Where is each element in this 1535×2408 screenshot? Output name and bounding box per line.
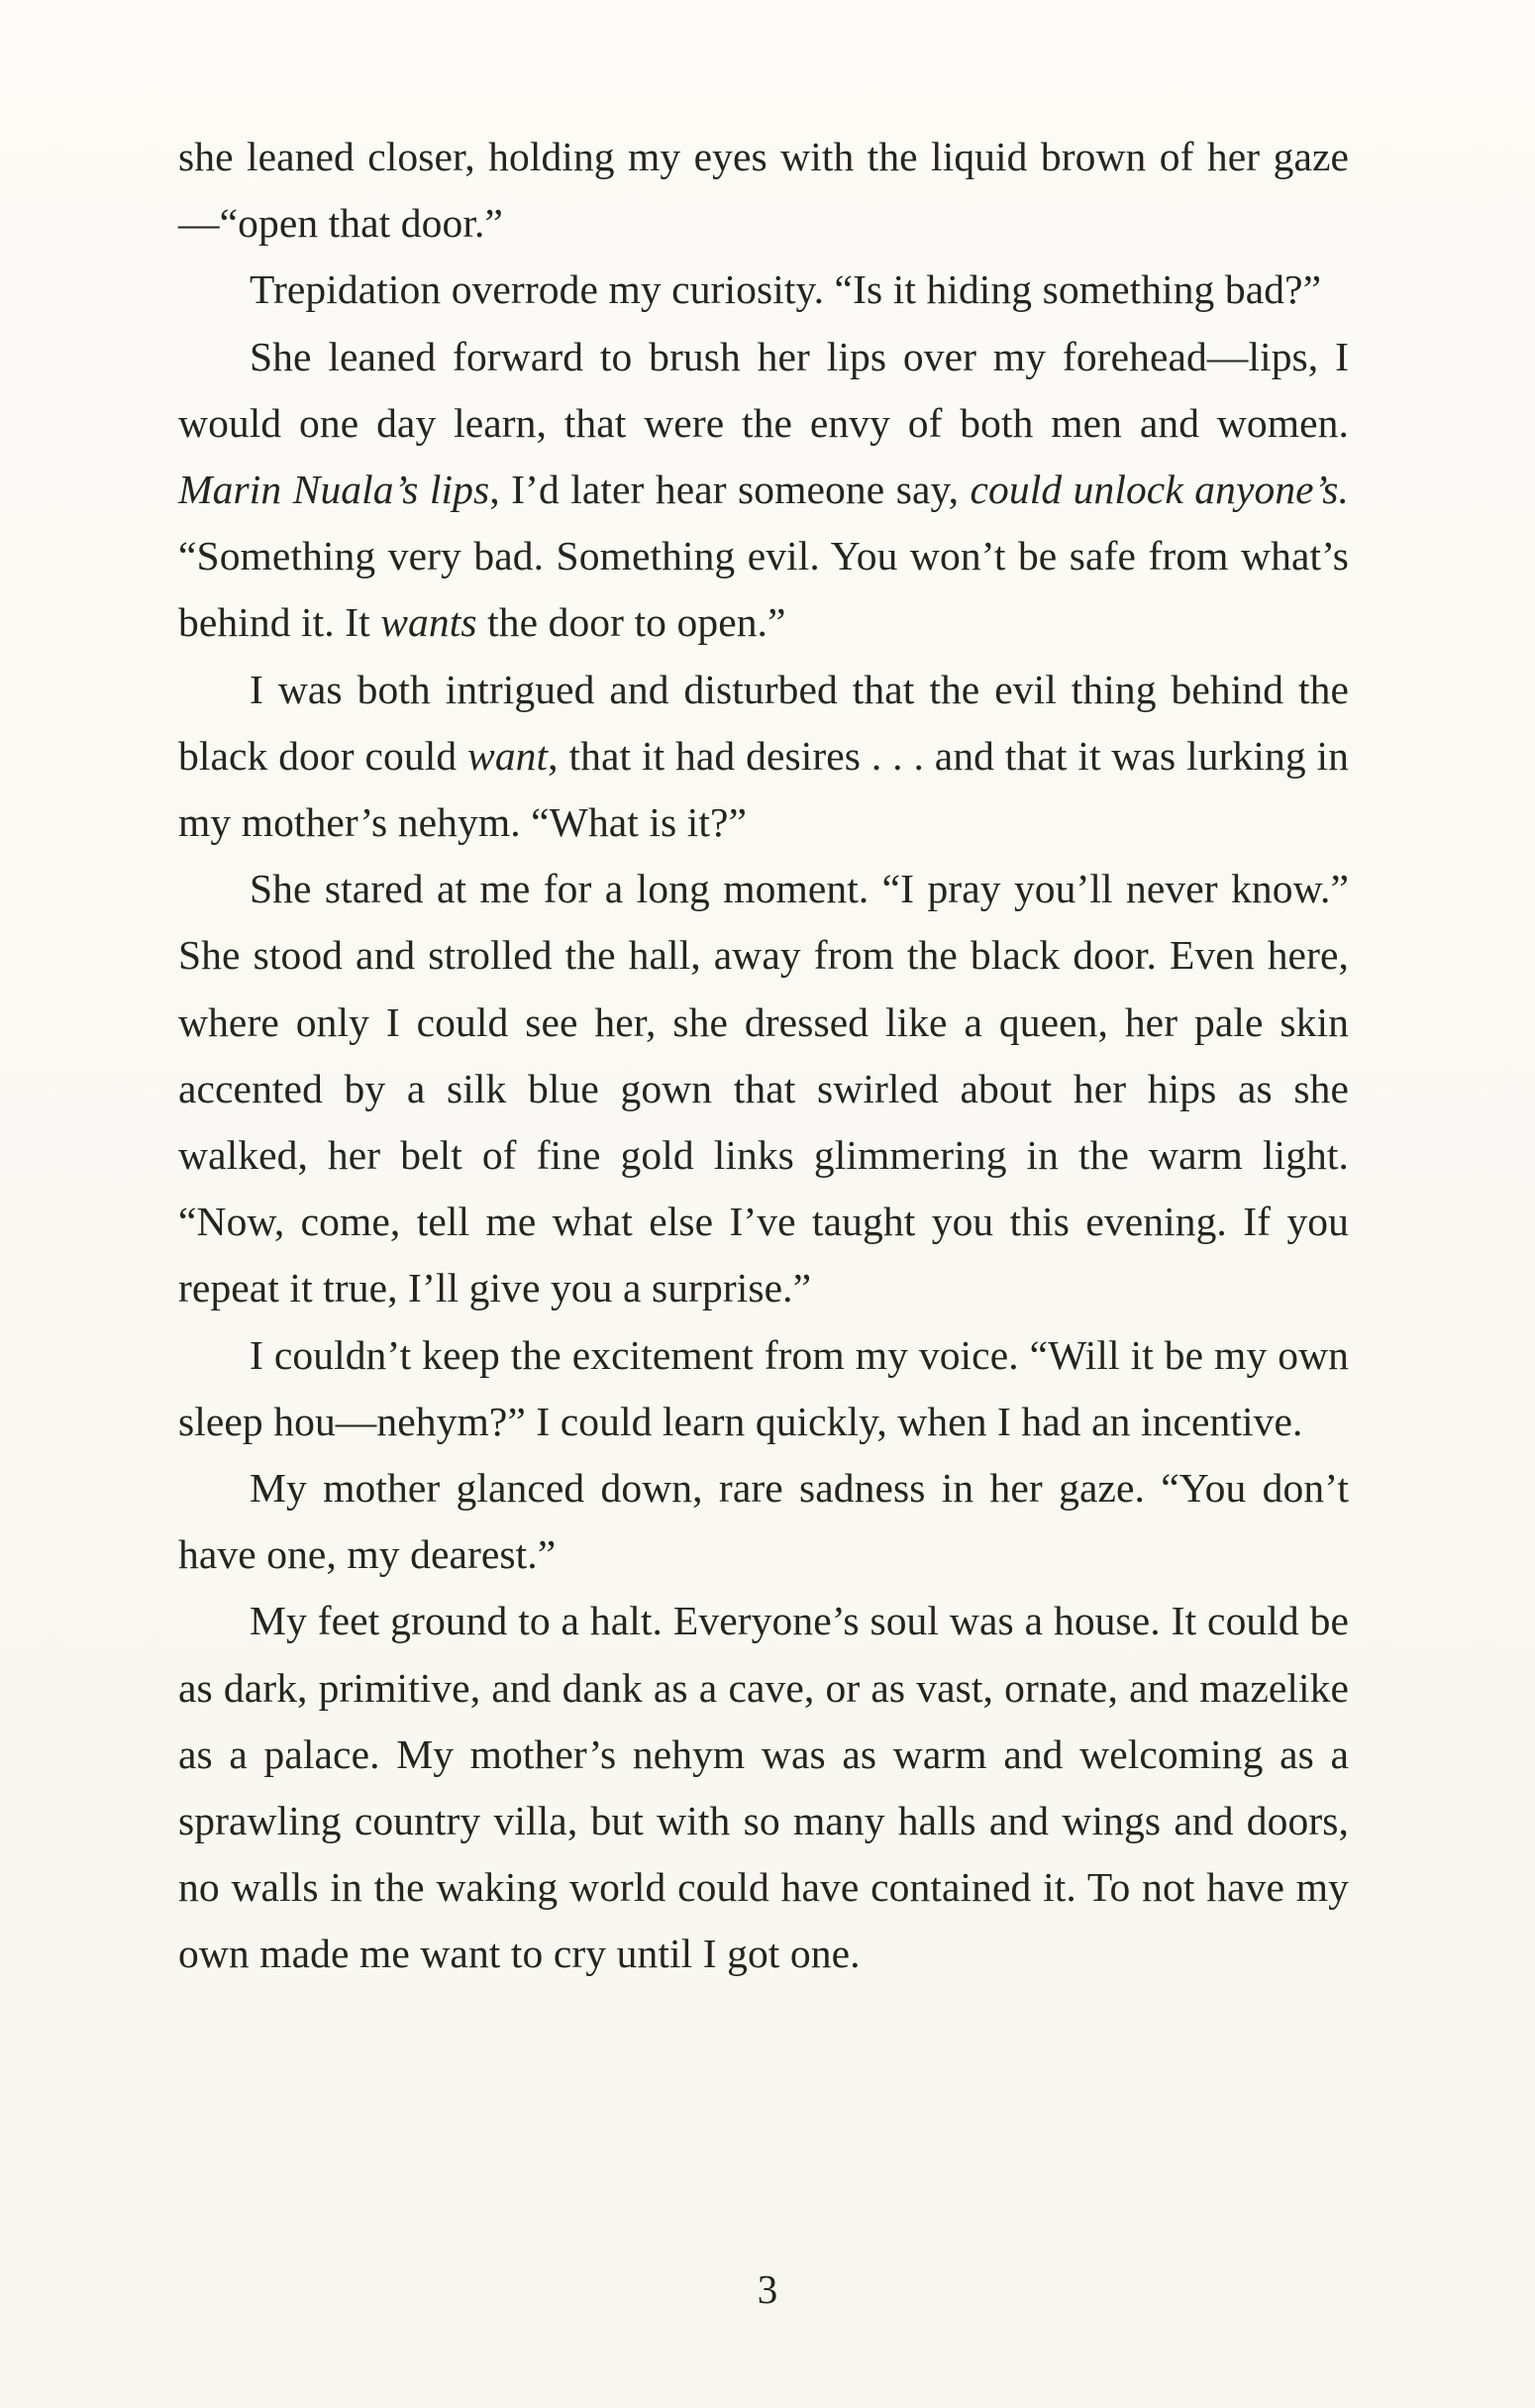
body-text — [178, 124, 1349, 1988]
text-segment: I couldn’t keep the excitement from my voice. “Will it be my own sleep hou—nehym?” I could learn quickly, when I had an incentive. — [178, 1331, 1349, 1444]
paragraph — [178, 1588, 1349, 1987]
text-segment: the door to open.” — [476, 599, 786, 646]
text-segment: she leaned closer, holding my eyes with the liquid brown of her gaze—“open that door.” — [178, 134, 1349, 247]
text-segment: “Something very bad. Something evil. You won’t be safe from what’s behind it. It — [178, 533, 1349, 646]
italic-text-segment: Marin Nuala’s lips — [178, 467, 490, 513]
page-number: 3 — [757, 2266, 778, 2312]
paragraph — [178, 324, 1349, 657]
paragraph — [178, 1455, 1349, 1588]
paragraph — [178, 856, 1349, 1321]
text-segment: I was both intrigued and disturbed that the evil thing behind the black door could — [178, 666, 1349, 779]
paragraph — [178, 657, 1349, 857]
text-segment: , that it had desires . . . and that it was lurking in my mother’s nehym. “What is it?” — [178, 732, 1349, 846]
paragraph — [178, 257, 1349, 323]
text-segment: My mother glanced down, rare sadness in her gaze. “You don’t have one, my dearest.” — [178, 1465, 1349, 1578]
italic-text-segment: could unlock anyone’s. — [970, 467, 1349, 513]
text-segment: She leaned forward to brush her lips over my forehead—lips, I would one day learn, that were the envy of both men and women. — [178, 333, 1349, 446]
text-segment: She stared at me for a long moment. “I pray you’ll never know.” She stood and strolled the hall, away from the black door. Even here, where only I could see her, she dressed like a queen, her pale skin accented by a silk blue gown that swirled about her hips as she walked, her belt of fine gold links glimmering in the warm light. “Now, come, tell me what else I’ve taught you this evening. If you repeat it true, I’ll give you a surprise.” — [178, 866, 1349, 1311]
text-segment: Trepidation overrode my curiosity. “Is it hiding something bad?” — [250, 266, 1322, 313]
paragraph — [178, 124, 1349, 257]
italic-text-segment: wants — [380, 599, 477, 646]
paragraph — [178, 1322, 1349, 1455]
text-segment: , I’d later hear someone say, — [489, 467, 971, 513]
italic-text-segment: want — [467, 732, 549, 779]
text-segment: My feet ground to a halt. Everyone’s soul was a house. It could be as dark, primitive, and dank as a cave, or as vast, ornate, and mazelike as a palace. My mother’s nehym was as warm and welcoming as a sprawling country villa, but with so many halls and wings and doors, no walls in the waking world could have contained it. To not have my own made me want to cry until I got one. — [178, 1598, 1349, 1977]
